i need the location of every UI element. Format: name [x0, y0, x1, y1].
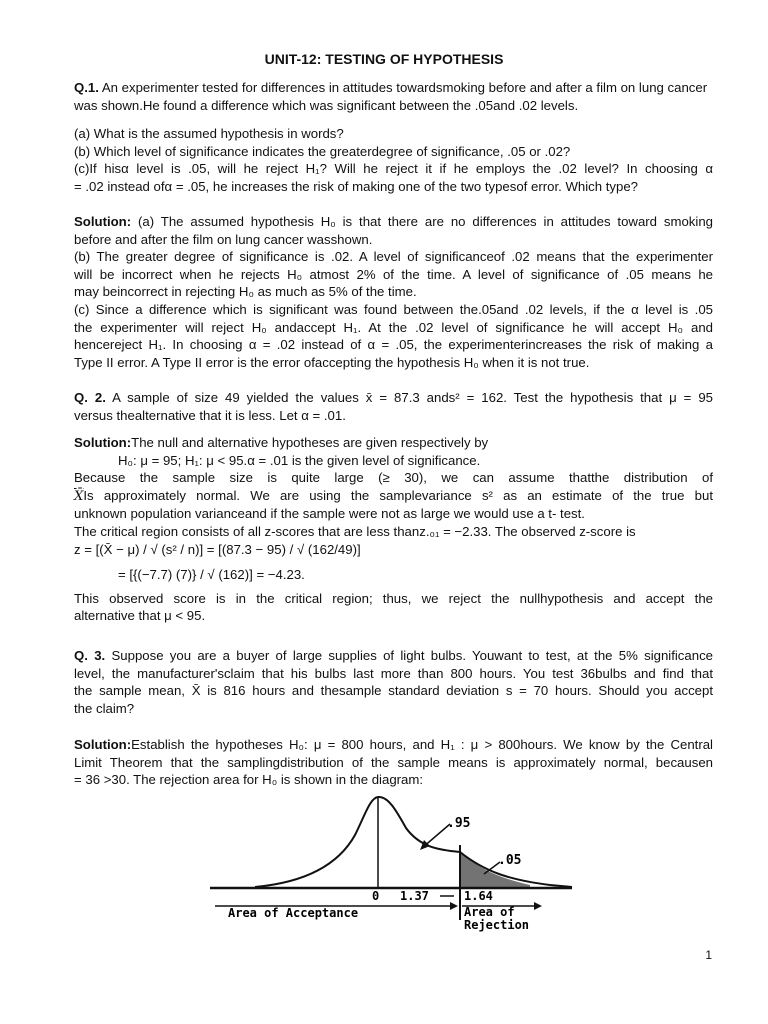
- sol1-line2: before and after the film on lung cancer wasshown.: [74, 231, 373, 247]
- sol2-label: Solution:: [74, 435, 132, 450]
- q1-part-b: (b) Which level of significance indicates the greaterdegree of significance, .05 or .02?: [74, 143, 571, 159]
- sol2-xbar: X̄: [74, 488, 84, 504]
- sol1-line6: (c) Since a difference which is significant was found between the.05and .02 levels, if the α level is .05: [74, 301, 713, 317]
- q1-part-c-line2: = .02 instead ofα = .05, he increases the risk of making one of the two typesof error. Which type?: [74, 178, 639, 194]
- bell-curve: [255, 797, 572, 887]
- sol1-line5: may beincorrect in rejecting H₀ as much as 5% of the time.: [74, 284, 417, 300]
- q3-line3: the sample mean, X̄ is 816 hours and thesample standard deviation s = 70 hours. Should you accept: [74, 683, 713, 699]
- sol2-line7: z = [(X̄ − μ) / √ (s² / n)] = [(87.3 − 95) / √ (162/49)]: [74, 541, 361, 557]
- q3-line2: level, the manufacturer'sclaim that his bulbs last more than 800 hours. You test 36bulbs and find that: [74, 665, 713, 681]
- tick-0: 0: [372, 889, 380, 903]
- sol2-line2: H₀: μ = 95; H₁: μ < 95.α = .01 is the given level of significance.: [118, 452, 481, 468]
- label-95: .95: [447, 816, 471, 831]
- q1-label: Q.1.: [74, 80, 99, 95]
- sol1-line9: Type II error. A Type II error is the error ofaccepting the hypothesis H₀ when it is not true.: [74, 354, 590, 370]
- sol2-line4: Is approximately normal. We are using the samplevariance s² as an estimate of the true but: [83, 487, 713, 503]
- sol3-line3: = 36 >30. The rejection area for H₀ is shown in the diagram:: [74, 772, 424, 788]
- sol3-line2: Limit Theorem that the samplingdistribution of the sample means is approximately normal, becausen: [74, 754, 713, 770]
- q3-line4: the claim?: [74, 700, 135, 716]
- rejection-label-2: Rejection: [464, 918, 530, 932]
- tick-164: 1.64: [464, 889, 493, 903]
- sol1-label: Solution:: [74, 214, 132, 229]
- q3-line1: Suppose you are a buyer of large supplies of light bulbs. Youwant to test, at the 5% significance: [105, 648, 713, 663]
- solution-1: [74, 213, 713, 371]
- sol2-line8: = [{(−7.7) (7)} / √ (162)] = −4.23.: [118, 567, 305, 583]
- question-1-parts: [74, 125, 713, 195]
- sol3-label: Solution:: [74, 737, 132, 752]
- q1-part-c-line1: (c)If hisα level is .05, will he reject H₁? Will he reject it if he employs the .02 level? In choosing α: [74, 161, 713, 177]
- q1-text: An experimenter tested for differences in attitudes towardsmoking before and after a film on lung cancer was shown.He found a difference which was significant between the .05and .02 levels.: [74, 80, 708, 113]
- sol1-line3: (b) The greater degree of significance is .02. A level of significanceof .02 means that the experimenter: [74, 249, 713, 265]
- q2-line1: A sample of size 49 yielded the values x̄ = 87.3 ands² = 162. Test the hypothesis that μ = 95: [105, 390, 713, 405]
- solution-2: [74, 434, 713, 625]
- sol3-line1: Establish the hypotheses H₀: μ = 800 hours, and H₁ : μ > 800hours. We know by the Central: [131, 737, 713, 752]
- rejection-arrow-head: [534, 902, 542, 910]
- solution-3: [74, 736, 713, 789]
- acceptance-label: Area of Acceptance: [228, 906, 359, 920]
- rejection-label-1: Area of: [464, 905, 515, 919]
- sol1-line8: hencereject H₁. In choosing α = .02 instead of α = .05, the experimenterincreases the risk of making a: [74, 337, 713, 353]
- q1-part-a: (a) What is the assumed hypothesis in words?: [74, 126, 344, 141]
- q3-label: Q. 3.: [74, 648, 106, 663]
- sol2-line9: This observed score is in the critical region; thus, we reject the nullhypothesis and accept the: [74, 590, 713, 606]
- q2-line2: versus thealternative that it is less. Let α = .01.: [74, 407, 346, 423]
- sol1-line4: will be incorrect when he rejects H₀ atmost 2% of the time. A level of significance of .05 means he: [74, 266, 713, 282]
- sol2-line1: The null and alternative hypotheses are given respectively by: [131, 435, 489, 450]
- tick-137: 1.37: [400, 889, 429, 903]
- page-title: UNIT-12: TESTING OF HYPOTHESIS: [264, 51, 504, 67]
- question-1: [74, 79, 713, 114]
- sol2-line6: The critical region consists of all z-scores that are less thanz.₀₁ = −2.33. The observed z-score is: [74, 523, 636, 539]
- question-2: [74, 389, 713, 424]
- sol2-line5: unknown population varianceand if the sample were not as large we would use a t- test.: [74, 506, 585, 522]
- sol1-line7: the experimenter will reject H₀ andaccept H₁. At the .02 level of significance he will accept H₀ and: [74, 319, 713, 335]
- question-3: [74, 647, 713, 717]
- sol1-line1: (a) The assumed hypothesis H₀ is that there are no differences in attitudes toward smoking: [131, 214, 713, 229]
- label-05: .05: [498, 853, 522, 868]
- sol2-line10: alternative that μ < 95.: [74, 608, 206, 624]
- sol2-line3: Because the sample size is quite large (≥ 30), we can assume thatthe distribution of: [74, 470, 713, 486]
- page-number: 1: [705, 948, 712, 962]
- q2-label: Q. 2.: [74, 390, 106, 405]
- normal-curve-diagram: [200, 790, 590, 938]
- acceptance-arrow-head: [450, 902, 458, 910]
